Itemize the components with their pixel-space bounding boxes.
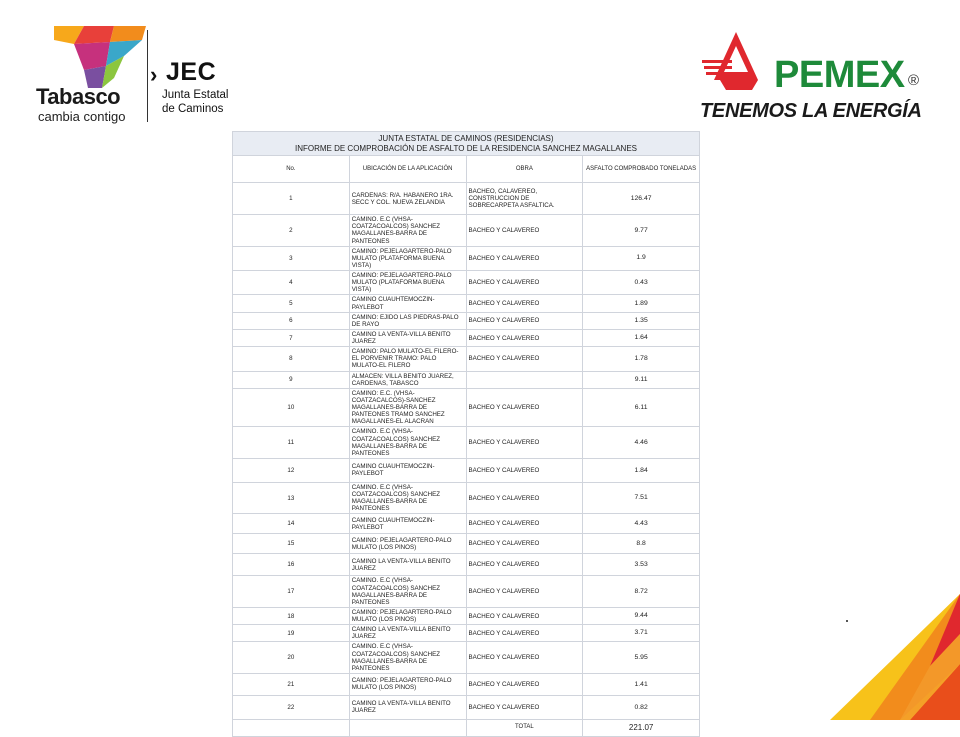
jec-name: JEC [166, 58, 217, 86]
row-obra: BACHEO Y CALAVEREO [466, 607, 583, 624]
row-obra: BACHEO Y CALAVEREO [466, 458, 583, 482]
row-ubicacion: CARDENAS: R/A. HABANERO 1RA. SECC Y COL. NUEVA ZELANDIA [349, 183, 466, 215]
table-row [233, 295, 700, 312]
row-obra: BACHEO Y CALAVEREO [466, 576, 583, 608]
row-ubicacion: CAMINO. E.C (VHSA-COATZACOALCOS) SANCHEZ MAGALLANES-BARRA DE PANTEONES [349, 215, 466, 247]
row-obra: BACHEO Y CALAVEREO [466, 673, 583, 695]
jec-sub-line2: de Caminos [162, 103, 224, 115]
row-ubicacion: CAMINO CUAUHTEMOCZIN-PAYLEBOT [349, 295, 466, 312]
report-title-line1: JUNTA ESTATAL DE CAMINOS (RESIDENCIAS) [378, 134, 554, 143]
total-value: 221.07 [583, 719, 700, 736]
row-no: 1 [233, 183, 350, 215]
table-row [233, 427, 700, 459]
row-obra: BACHEO Y CALAVEREO [466, 482, 583, 514]
row-ubicacion: CAMINO: EJIDO LAS PIEDRAS-PALO DE RAYO [349, 312, 466, 329]
jec-chevron-icon: › [150, 62, 158, 87]
total-label: TOTAL [466, 719, 583, 736]
row-toneladas: 126.47 [583, 183, 700, 215]
row-obra: BACHEO Y CALAVEREO [466, 215, 583, 247]
row-ubicacion: CAMINO. E.C (VHSA-COATZACOALCOS) SANCHEZ MAGALLANES-BARRA DE PANTEONES [349, 427, 466, 459]
row-no: 16 [233, 554, 350, 576]
table-row [233, 329, 700, 346]
table-row [233, 458, 700, 482]
row-toneladas: 3.53 [583, 554, 700, 576]
row-ubicacion: CAMINO: PEJELAGARTERO-PALO MULATO (LOS PINOS) [349, 607, 466, 624]
pemex-slogan: TENEMOS LA ENERGÍA [700, 100, 922, 122]
row-ubicacion: CAMINO LA VENTA-VILLA BENITO JUAREZ [349, 329, 466, 346]
row-obra [466, 371, 583, 388]
row-obra: BACHEO Y CALAVEREO [466, 347, 583, 371]
tabasco-logo [34, 26, 146, 126]
row-ubicacion: CAMINO. E.C (VHSA-COATZACOALCOS) SANCHEZ MAGALLANES-BARRA DE PANTEONES [349, 642, 466, 674]
row-no: 21 [233, 673, 350, 695]
row-ubicacion: CAMINO LA VENTA-VILLA BENITO JUAREZ [349, 695, 466, 719]
table-row [233, 246, 700, 270]
table-row [233, 371, 700, 388]
row-no: 7 [233, 329, 350, 346]
row-obra: BACHEO Y CALAVEREO [466, 312, 583, 329]
row-no: 12 [233, 458, 350, 482]
row-obra: BACHEO Y CALAVEREO [466, 554, 583, 576]
report-title [233, 132, 700, 156]
row-toneladas: 5.95 [583, 642, 700, 674]
table-row [233, 514, 700, 534]
row-ubicacion: CAMINO CUAUHTEMOCZIN-PAYLEBOT [349, 514, 466, 534]
row-ubicacion: CAMINO: PALO MULATO-EL FILERO-EL PORVENIR TRAMO: PALO MULATO-EL FILERO [349, 347, 466, 371]
table-row [233, 695, 700, 719]
row-no: 4 [233, 271, 350, 295]
row-toneladas: 9.44 [583, 607, 700, 624]
row-toneladas: 1.41 [583, 673, 700, 695]
row-ubicacion: CAMINO LA VENTA-VILLA BENITO JUAREZ [349, 554, 466, 576]
row-ubicacion: CAMINO: E.C. (VHSA-COATZACALCOS)-SANCHEZ MAGALLANES-BARRA DE PANTEONES TRAMO SANCHEZ MAGALLANES-EL ALACRAN [349, 388, 466, 427]
col-header-asfalto: ASFALTO COMPROBADO TONELADAS [583, 156, 700, 183]
col-header-obra: OBRA [466, 156, 583, 183]
pemex-logo [700, 30, 930, 126]
table-row [233, 642, 700, 674]
row-toneladas: 1.35 [583, 312, 700, 329]
row-toneladas: 0.82 [583, 695, 700, 719]
table-row [233, 347, 700, 371]
table-row [233, 312, 700, 329]
pemex-registered-mark: ® [908, 72, 920, 89]
row-no: 14 [233, 514, 350, 534]
table-row [233, 215, 700, 247]
row-toneladas: 1.78 [583, 347, 700, 371]
row-no: 13 [233, 482, 350, 514]
jec-subtitle [162, 88, 228, 116]
row-obra: BACHEO Y CALAVEREO [466, 642, 583, 674]
tabasco-t-icon [54, 26, 146, 88]
row-ubicacion: CAMINO LA VENTA-VILLA BENITO JUAREZ [349, 625, 466, 642]
col-header-no: No. [233, 156, 350, 183]
row-toneladas: 4.43 [583, 514, 700, 534]
report-body [233, 183, 700, 720]
row-no: 2 [233, 215, 350, 247]
row-no: 20 [233, 642, 350, 674]
report-title-line2: INFORME DE COMPROBACIÓN DE ASFALTO DE LA RESIDENCIA SANCHEZ MAGALLANES [294, 143, 637, 153]
row-obra: BACHEO Y CALAVEREO [466, 271, 583, 295]
pemex-name: PEMEX [774, 54, 905, 96]
row-toneladas: 1.89 [583, 295, 700, 312]
table-row [233, 576, 700, 608]
row-obra: BACHEO Y CALAVEREO [466, 534, 583, 554]
row-obra: BACHEO Y CALAVEREO [466, 329, 583, 346]
row-toneladas: 8.72 [583, 576, 700, 608]
row-obra: BACHEO Y CALAVEREO [466, 625, 583, 642]
row-toneladas: 8.8 [583, 534, 700, 554]
row-obra: BACHEO, CALAVEREO, CONSTRUCCION DE SOBRECARPETA ASFALTICA. [466, 183, 583, 215]
row-toneladas: 1.9 [583, 246, 700, 270]
row-ubicacion: ALMACEN: VILLA BENITO JUAREZ, CARDENAS, TABASCO [349, 371, 466, 388]
total-empty-ubicacion [349, 719, 466, 736]
row-obra: BACHEO Y CALAVEREO [466, 695, 583, 719]
row-no: 22 [233, 695, 350, 719]
row-no: 9 [233, 371, 350, 388]
row-ubicacion: CAMINO: PEJELAGARTERO-PALO MULATO (LOS PINOS) [349, 534, 466, 554]
table-row [233, 607, 700, 624]
row-obra: BACHEO Y CALAVEREO [466, 295, 583, 312]
row-toneladas: 9.77 [583, 215, 700, 247]
row-obra: BACHEO Y CALAVEREO [466, 514, 583, 534]
row-ubicacion: CAMINO. E.C (VHSA-COATZACOALCOS) SANCHEZ MAGALLANES-BARRA DE PANTEONES [349, 576, 466, 608]
row-toneladas: 1.64 [583, 329, 700, 346]
row-no: 19 [233, 625, 350, 642]
row-toneladas: 4.46 [583, 427, 700, 459]
row-obra: BACHEO Y CALAVEREO [466, 388, 583, 427]
total-empty-no [233, 719, 350, 736]
row-no: 10 [233, 388, 350, 427]
row-no: 11 [233, 427, 350, 459]
row-no: 6 [233, 312, 350, 329]
table-row [233, 673, 700, 695]
row-ubicacion: CAMINO. E.C (VHSA-COATZACOALCOS) SANCHEZ MAGALLANES-BARRA DE PANTEONES [349, 482, 466, 514]
corner-decoration-icon [830, 594, 960, 720]
table-row [233, 534, 700, 554]
row-toneladas: 3.71 [583, 625, 700, 642]
row-toneladas: 6.11 [583, 388, 700, 427]
table-row [233, 388, 700, 427]
row-obra: BACHEO Y CALAVEREO [466, 427, 583, 459]
row-toneladas: 1.84 [583, 458, 700, 482]
jec-logo [150, 58, 240, 128]
row-toneladas: 7.51 [583, 482, 700, 514]
row-toneladas: 9.11 [583, 371, 700, 388]
jec-sub-line1: Junta Estatal [162, 89, 229, 101]
pemex-eagle-icon [700, 30, 770, 100]
table-row [233, 625, 700, 642]
logo-divider [147, 30, 148, 122]
row-no: 17 [233, 576, 350, 608]
tabasco-tagline: cambia contigo [38, 109, 126, 124]
table-row [233, 554, 700, 576]
row-no: 5 [233, 295, 350, 312]
row-ubicacion: CAMINO: PEJELAGARTERO-PALO MULATO (PLATAFORMA BUENA VISTA) [349, 246, 466, 270]
row-ubicacion: CAMINO: PEJELAGARTERO-PALO MULATO (PLATAFORMA BUENA VISTA) [349, 271, 466, 295]
row-ubicacion: CAMINO: PEJELAGARTERO-PALO MULATO (LOS PINOS) [349, 673, 466, 695]
row-no: 15 [233, 534, 350, 554]
total-row [233, 719, 700, 736]
table-row [233, 271, 700, 295]
tabasco-name: Tabasco [36, 84, 121, 109]
row-toneladas: 0.43 [583, 271, 700, 295]
col-header-ubicacion: UBICACIÓN DE LA APLICACIÓN [349, 156, 466, 183]
row-no: 8 [233, 347, 350, 371]
row-ubicacion: CAMINO CUAUHTEMOCZIN-PAYLEBOT [349, 458, 466, 482]
row-no: 18 [233, 607, 350, 624]
table-row [233, 482, 700, 514]
row-no: 3 [233, 246, 350, 270]
asphalt-report-table [232, 131, 700, 737]
table-row [233, 183, 700, 215]
row-obra: BACHEO Y CALAVEREO [466, 246, 583, 270]
